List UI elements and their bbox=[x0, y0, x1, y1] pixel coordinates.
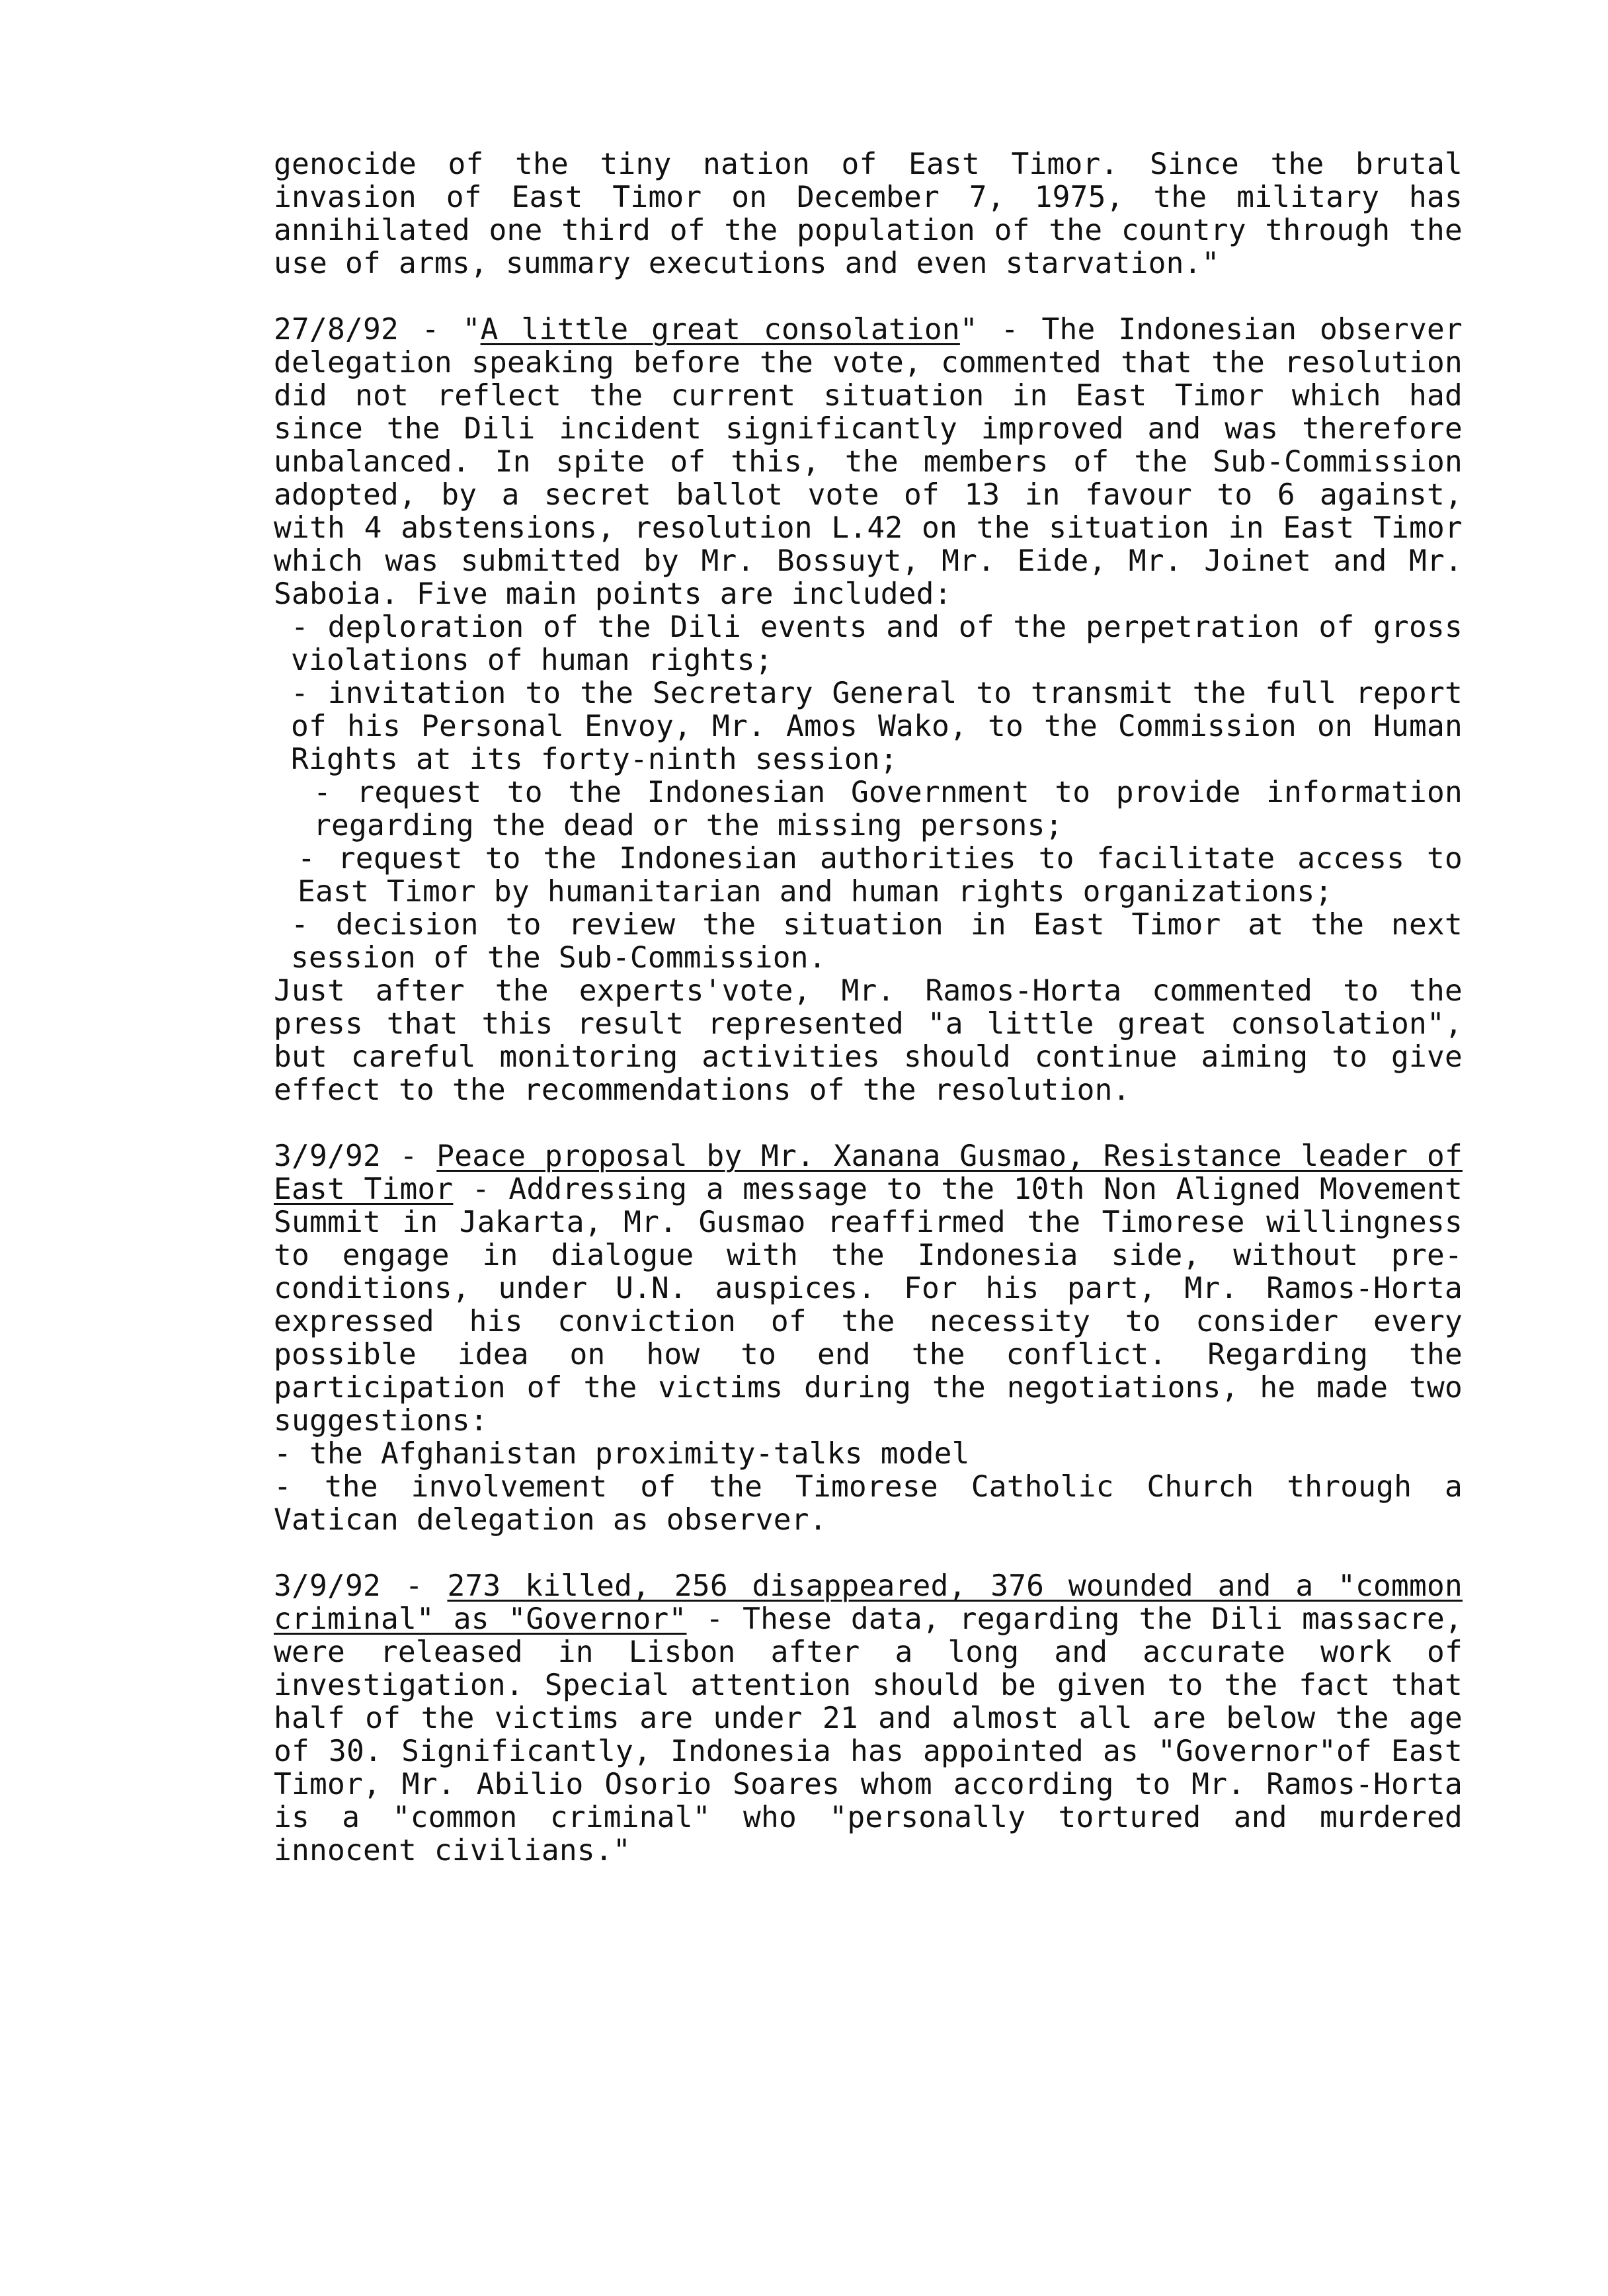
entry-title: Peace proposal by Mr. Xanana Gusmao, Resistance leader of East Timor bbox=[274, 1139, 1463, 1206]
entry-date: 3/9/92 - bbox=[274, 1139, 437, 1173]
intro-paragraph: genocide of the tiny nation of East Timor. Since the brutal invasion of East Timor on December 7, 1975, the military has annihilated one third of the population of the country through the use of arms, summary executions and even starvation." bbox=[274, 147, 1463, 280]
list-item: - invitation to the Secretary General to transmit the full report of his Personal Envoy, Mr. Amos Wako, to the Commission on Human Rights at its forty-ninth session; bbox=[291, 676, 1463, 776]
list-item: - request to the Indonesian authorities to facilitate access to East Timor by humanitarian and human rights organizations; bbox=[298, 842, 1463, 909]
entry-3-9-92-casualties bbox=[274, 1570, 1463, 1867]
paragraph-gap bbox=[274, 280, 1463, 313]
entry-date: 3/9/92 - bbox=[274, 1569, 448, 1603]
entry-heading-paragraph bbox=[274, 1140, 1463, 1438]
entry-date: 27/8/92 - bbox=[274, 313, 463, 347]
paragraph-gap bbox=[274, 1537, 1463, 1570]
entry-title: A little great consolation bbox=[480, 313, 960, 347]
entry-heading-paragraph bbox=[274, 1570, 1463, 1867]
entry-closing: Just after the experts'vote, Mr. Ramos-Horta commented to the press that this result represented "a little great consolation", but careful monitoring activities should continue aiming to give effect to the recommendations of the resolution. bbox=[274, 974, 1463, 1107]
list-item: - decision to review the situation in East Timor at the next session of the Sub-Commission. bbox=[291, 908, 1463, 975]
list-item: - the Afghanistan proximity-talks model bbox=[274, 1437, 970, 1471]
entry-body: - Addressing a message to the 10th Non Aligned Movement Summit in Jakarta, Mr. Gusmao reaffirmed the Timorese willingness to engage in dialogue with the Indonesia side, without pre-conditions, under U.N. auspices. For his part, Mr. Ramos-Horta expressed his conviction of the necessity to consider every possible idea on how to end the conflict. Regarding the participation of the victims during the negotiations, he made two suggestions: bbox=[274, 1172, 1463, 1438]
entry-heading-paragraph bbox=[274, 313, 1463, 611]
quote-close: " bbox=[959, 313, 978, 347]
list-item: - deploration of the Dili events and of the perpetration of gross violations of human rights; bbox=[291, 610, 1463, 677]
entry-body: - The Indonesian observer delegation speaking before the vote, commented that the resolution did not reflect the current situation in East Timor which had since the Dili incident significantly improved and was therefore unbalanced. In spite of this, the members of the Sub-Commission adopted, by a secret ballot vote of 13 in favour to 6 against, with 4 abstensions, resolution L.42 on the situation in East Timor which was submitted by Mr. Bossuyt, Mr. Eide, Mr. Joinet and Mr. Saboia. Five main points are included: bbox=[274, 313, 1463, 611]
quote-open: " bbox=[462, 313, 481, 347]
list-item: - request to the Indonesian Government to provide information regarding the dead or the missing persons; bbox=[313, 776, 1463, 842]
entry-3-9-92-peace bbox=[274, 1140, 1463, 1537]
document-page bbox=[274, 148, 1463, 1867]
entry-27-8-92 bbox=[274, 313, 1463, 1107]
list-item: - the involvement of the Timorese Catholic Church through a Vatican delegation as observer. bbox=[274, 1470, 1463, 1537]
paragraph-gap bbox=[274, 1107, 1463, 1140]
entry-title: 273 killed, 256 disappeared, 376 wounded and a "common criminal" as "Governor" bbox=[274, 1569, 1463, 1636]
entry-body: - These data, regarding the Dili massacre, were released in Lisbon after a long and accurate work of investigation. Special attention should be given to the fact that half of the victims are under 21 and almost all are below the age of 30. Significantly, Indonesia has appointed as "Governor"of East Timor, Mr. Abilio Osorio Soares whom according to Mr. Ramos-Horta is a "common criminal" who "personally tortured and murdered innocent civilians." bbox=[274, 1602, 1463, 1867]
